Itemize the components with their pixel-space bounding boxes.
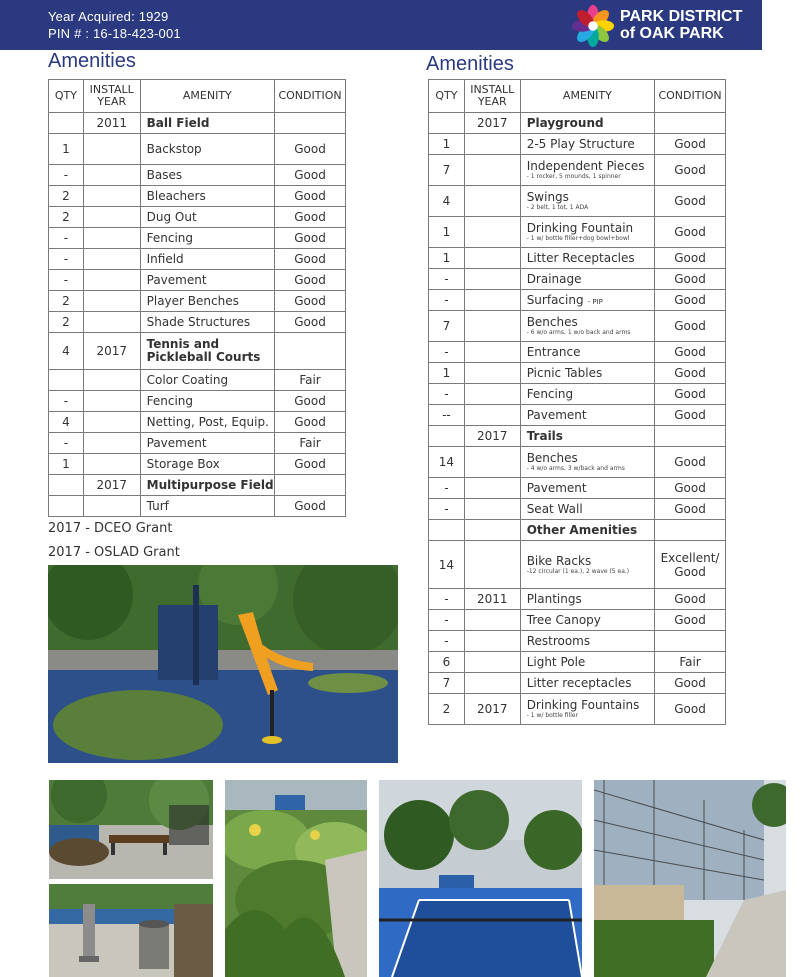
condition-cell: Fair xyxy=(655,652,726,673)
qty-cell: 2 xyxy=(49,207,84,228)
condition-cell xyxy=(275,333,346,370)
condition-cell: Good xyxy=(275,228,346,249)
install-year-cell xyxy=(464,673,520,694)
install-year-cell xyxy=(83,433,140,454)
qty-cell: 1 xyxy=(429,248,465,269)
amenity-cell xyxy=(520,384,654,405)
amenity-cell xyxy=(140,134,274,165)
condition-cell: Good xyxy=(275,249,346,270)
table-row xyxy=(49,249,346,270)
install-year-cell xyxy=(83,249,140,270)
amenity-cell xyxy=(520,311,654,342)
condition-cell: Good xyxy=(655,186,726,217)
amenity-cell xyxy=(520,113,654,134)
amenity-name: 2-5 Play Structure xyxy=(526,136,635,151)
amenity-cell xyxy=(520,363,654,384)
install-year-cell xyxy=(464,248,520,269)
grant-note: 2017 - DCEO Grant xyxy=(48,521,173,536)
qty-cell: - xyxy=(429,478,465,499)
amenity-cell xyxy=(520,134,654,155)
table-row xyxy=(429,673,726,694)
table-row xyxy=(429,426,726,447)
amenity-cell xyxy=(520,652,654,673)
amenity-name: Pavement xyxy=(146,272,207,287)
condition-cell: Good xyxy=(275,207,346,228)
qty-cell: 2 xyxy=(49,291,84,312)
amenity-cell xyxy=(520,290,654,311)
condition-cell: Good xyxy=(655,248,726,269)
condition-cell: Good xyxy=(655,478,726,499)
amenity-cell xyxy=(140,496,274,517)
condition-cell: Fair xyxy=(275,433,346,454)
amenity-cell xyxy=(520,155,654,186)
condition-cell: Good xyxy=(655,694,726,725)
amenity-name: Player Benches xyxy=(146,293,239,308)
table-row xyxy=(429,405,726,426)
qty-cell: 1 xyxy=(49,134,84,165)
qty-cell: 6 xyxy=(429,652,465,673)
col-amenity: AMENITY xyxy=(140,80,274,113)
condition-cell: Good xyxy=(655,499,726,520)
install-year-cell: 2017 xyxy=(83,475,140,496)
qty-cell: - xyxy=(49,391,84,412)
col-qty: QTY xyxy=(49,80,84,113)
col-install-year: INSTALL YEAR xyxy=(83,80,140,113)
condition-cell: Good xyxy=(275,454,346,475)
amenity-name: Color Coating xyxy=(146,372,229,387)
amenity-name: Multipurpose Field xyxy=(146,477,274,492)
table-header-row xyxy=(49,80,346,113)
install-year-cell xyxy=(83,391,140,412)
qty-cell: 7 xyxy=(429,155,465,186)
qty-cell xyxy=(429,426,465,447)
condition-cell: Fair xyxy=(275,370,346,391)
qty-cell: 4 xyxy=(429,186,465,217)
table-row xyxy=(429,248,726,269)
amenity-name: Fencing xyxy=(146,393,194,408)
amenity-cell xyxy=(520,631,654,652)
install-year-cell xyxy=(464,405,520,426)
table-row xyxy=(429,134,726,155)
qty-cell: 2 xyxy=(49,312,84,333)
col-qty: QTY xyxy=(429,80,465,113)
table-row xyxy=(429,384,726,405)
condition-cell: Good xyxy=(275,496,346,517)
install-year-cell xyxy=(464,499,520,520)
condition-cell: Good xyxy=(655,134,726,155)
condition-cell: Good xyxy=(655,610,726,631)
table-row xyxy=(49,113,346,134)
table-row xyxy=(49,391,346,412)
qty-cell xyxy=(49,475,84,496)
qty-cell: 4 xyxy=(49,412,84,433)
amenity-cell xyxy=(520,186,654,217)
install-year-cell xyxy=(464,610,520,631)
right-amenities-table xyxy=(428,79,726,725)
table-row xyxy=(429,447,726,478)
condition-cell: Good xyxy=(655,673,726,694)
table-row xyxy=(429,269,726,290)
amenity-name: Pavement xyxy=(526,407,587,422)
table-row xyxy=(429,186,726,217)
amenity-cell xyxy=(140,186,274,207)
condition-cell: Excellent/ Good xyxy=(655,541,726,589)
table-row xyxy=(429,363,726,384)
amenity-cell xyxy=(140,475,274,496)
condition-cell: Good xyxy=(275,391,346,412)
condition-cell: Good xyxy=(655,384,726,405)
amenity-name: Netting, Post, Equip. xyxy=(146,414,269,429)
table-row xyxy=(429,217,726,248)
table-row xyxy=(429,610,726,631)
table-row xyxy=(429,499,726,520)
amenity-name: Other Amenities xyxy=(526,522,638,537)
table-row xyxy=(49,165,346,186)
table-row xyxy=(429,478,726,499)
amenity-name: Playground xyxy=(526,115,604,130)
condition-cell: Good xyxy=(655,217,726,248)
amenity-name: Entrance xyxy=(526,344,581,359)
table-row xyxy=(49,370,346,391)
table-row xyxy=(429,113,726,134)
amenity-cell xyxy=(140,370,274,391)
install-year-cell xyxy=(83,454,140,475)
condition-cell xyxy=(655,520,726,541)
amenity-name: Drinking Fountain xyxy=(526,221,634,235)
table-row xyxy=(49,291,346,312)
col-condition: CONDITION xyxy=(655,80,726,113)
table-row xyxy=(429,290,726,311)
condition-cell: Good xyxy=(275,134,346,165)
install-year-cell xyxy=(464,631,520,652)
install-year-cell: 2017 xyxy=(464,694,520,725)
install-year-cell xyxy=(83,165,140,186)
qty-cell: 7 xyxy=(429,311,465,342)
amenity-name: Plantings xyxy=(526,591,582,606)
amenity-cell xyxy=(520,426,654,447)
qty-cell: 1 xyxy=(49,454,84,475)
table-row xyxy=(49,333,346,370)
col-amenity: AMENITY xyxy=(520,80,654,113)
grant-note: 2017 - OSLAD Grant xyxy=(48,545,180,560)
table-row xyxy=(49,433,346,454)
table-row xyxy=(429,694,726,725)
amenity-cell xyxy=(520,610,654,631)
amenity-name: Tree Canopy xyxy=(526,612,601,627)
install-year-cell xyxy=(464,363,520,384)
install-year-cell xyxy=(464,447,520,478)
amenity-cell xyxy=(140,412,274,433)
amenity-name: Tennis and Pickleball Courts xyxy=(146,337,261,364)
amenity-cell xyxy=(520,478,654,499)
amenity-cell xyxy=(520,269,654,290)
condition-cell: Good xyxy=(275,165,346,186)
fountain-photo xyxy=(49,884,213,977)
install-year-cell xyxy=(83,134,140,165)
amenity-name: Shade Structures xyxy=(146,314,251,329)
qty-cell: 1 xyxy=(429,363,465,384)
qty-cell: 7 xyxy=(429,673,465,694)
amenity-cell xyxy=(520,342,654,363)
install-year-cell xyxy=(83,312,140,333)
amenity-name: Bases xyxy=(146,167,183,182)
install-year-cell xyxy=(83,207,140,228)
install-year-cell: 2011 xyxy=(464,589,520,610)
table-row xyxy=(49,475,346,496)
install-year-cell xyxy=(464,217,520,248)
table-row xyxy=(429,652,726,673)
fence-trail-photo xyxy=(594,780,786,977)
year-acquired: Year Acquired: 1929 xyxy=(48,9,169,24)
qty-cell xyxy=(49,496,84,517)
amenity-detail: - 1 w/ bottle filler+dog bowl+bowl xyxy=(526,235,630,242)
install-year-cell xyxy=(464,311,520,342)
amenity-cell xyxy=(140,228,274,249)
condition-cell: Good xyxy=(275,412,346,433)
qty-cell: 2 xyxy=(49,186,84,207)
install-year-cell xyxy=(464,541,520,589)
left-amenities-table xyxy=(48,79,346,517)
amenity-name: Seat Wall xyxy=(526,501,583,516)
amenity-name: Drinking Fountains xyxy=(526,698,640,712)
amenity-cell xyxy=(140,312,274,333)
qty-cell: - xyxy=(49,270,84,291)
amenity-detail: - 6 w/o arms, 1 w/o back and arms xyxy=(526,329,631,336)
amenity-cell xyxy=(520,217,654,248)
amenity-name: Infield xyxy=(146,251,184,266)
amenity-name: Surfacing xyxy=(526,293,584,307)
condition-cell: Good xyxy=(655,342,726,363)
condition-cell: Good xyxy=(655,447,726,478)
qty-cell: 2 xyxy=(429,694,465,725)
qty-cell: 1 xyxy=(429,217,465,248)
amenity-cell xyxy=(520,499,654,520)
amenity-name: Trails xyxy=(526,428,563,443)
table-row xyxy=(49,412,346,433)
amenity-cell xyxy=(520,248,654,269)
tennis-court-photo xyxy=(379,780,582,977)
park-district-logo-icon xyxy=(570,3,616,49)
amenity-note: - PIP xyxy=(587,298,603,306)
amenity-cell xyxy=(140,165,274,186)
amenity-name: Litter Receptacles xyxy=(526,250,635,265)
condition-cell: Good xyxy=(655,363,726,384)
qty-cell: - xyxy=(429,290,465,311)
install-year-cell xyxy=(464,269,520,290)
condition-cell xyxy=(655,631,726,652)
amenity-cell xyxy=(140,113,274,134)
brand-name-line2: of OAK PARK xyxy=(620,25,724,42)
install-year-cell xyxy=(83,412,140,433)
amenity-name: Benches xyxy=(526,451,578,465)
amenity-detail: -12 circular (1 ea.), 2 wave (5 ea.) xyxy=(526,567,630,575)
amenity-name: Dug Out xyxy=(146,209,197,224)
install-year-cell xyxy=(83,370,140,391)
table-row xyxy=(429,342,726,363)
condition-cell xyxy=(655,113,726,134)
amenity-name: Pavement xyxy=(146,435,207,450)
install-year-cell xyxy=(83,270,140,291)
qty-cell: 1 xyxy=(429,134,465,155)
amenity-cell xyxy=(520,541,654,589)
qty-cell: - xyxy=(429,631,465,652)
table-row xyxy=(49,270,346,291)
amenity-cell xyxy=(140,207,274,228)
amenity-cell xyxy=(140,291,274,312)
install-year-cell xyxy=(464,186,520,217)
qty-cell: - xyxy=(429,269,465,290)
condition-cell: Good xyxy=(655,155,726,186)
condition-cell: Good xyxy=(275,186,346,207)
amenity-name: Light Pole xyxy=(526,654,586,669)
table-row xyxy=(49,186,346,207)
qty-cell: - xyxy=(49,228,84,249)
install-year-cell: 2011 xyxy=(83,113,140,134)
install-year-cell xyxy=(83,496,140,517)
amenity-cell xyxy=(520,520,654,541)
amenity-name: Ball Field xyxy=(146,115,210,130)
condition-cell: Good xyxy=(275,270,346,291)
amenity-name: Independent Pieces xyxy=(526,159,645,173)
table-header-row xyxy=(429,80,726,113)
amenity-cell xyxy=(140,270,274,291)
install-year-cell xyxy=(464,652,520,673)
amenity-detail: - 4 w/o arms, 3 w/back and arms xyxy=(526,465,625,472)
right-amenities-title: Amenities xyxy=(426,53,514,75)
amenity-cell xyxy=(140,391,274,412)
table-row xyxy=(429,311,726,342)
condition-cell: Good xyxy=(275,291,346,312)
amenity-name: Pavement xyxy=(526,480,587,495)
amenity-name: Bike Racks xyxy=(526,553,592,568)
condition-cell xyxy=(655,426,726,447)
amenity-name: Turf xyxy=(146,498,169,513)
install-year-cell xyxy=(83,186,140,207)
amenity-name: Swings xyxy=(526,190,569,204)
install-year-cell: 2017 xyxy=(464,113,520,134)
amenity-cell xyxy=(520,405,654,426)
qty-cell: - xyxy=(429,499,465,520)
amenity-name: Bleachers xyxy=(146,188,206,203)
install-year-cell: 2017 xyxy=(464,426,520,447)
condition-cell: Good xyxy=(655,290,726,311)
qty-cell: 14 xyxy=(429,541,465,589)
install-year-cell xyxy=(464,134,520,155)
qty-cell: - xyxy=(429,610,465,631)
plantings-photo xyxy=(225,780,367,977)
install-year-cell xyxy=(464,520,520,541)
amenity-cell xyxy=(140,433,274,454)
amenity-name: Drainage xyxy=(526,271,582,286)
amenity-detail: - 2 belt, 1 tot, 1 ADA xyxy=(526,204,589,211)
qty-cell: 14 xyxy=(429,447,465,478)
install-year-cell xyxy=(464,155,520,186)
amenity-cell xyxy=(140,249,274,270)
amenity-name: Benches xyxy=(526,315,578,329)
install-year-cell: 2017 xyxy=(83,333,140,370)
condition-cell xyxy=(275,113,346,134)
amenity-detail: - 1 w/ bottle filler xyxy=(526,712,579,719)
table-row xyxy=(49,207,346,228)
qty-cell: -- xyxy=(429,405,465,426)
amenity-cell xyxy=(520,447,654,478)
install-year-cell xyxy=(464,384,520,405)
install-year-cell xyxy=(464,342,520,363)
table-row xyxy=(49,134,346,165)
condition-cell xyxy=(275,475,346,496)
left-amenities-title: Amenities xyxy=(48,50,136,72)
qty-cell: - xyxy=(429,589,465,610)
amenity-name: Picnic Tables xyxy=(526,365,603,380)
qty-cell: - xyxy=(429,342,465,363)
table-row xyxy=(429,541,726,589)
pin-number: PIN # : 16-18-423-001 xyxy=(48,26,181,41)
amenity-name: Fencing xyxy=(146,230,194,245)
amenity-cell xyxy=(520,673,654,694)
col-install-year: INSTALL YEAR xyxy=(464,80,520,113)
condition-cell: Good xyxy=(655,311,726,342)
amenity-cell xyxy=(520,694,654,725)
condition-cell: Good xyxy=(655,405,726,426)
amenity-cell xyxy=(140,454,274,475)
amenity-cell xyxy=(140,333,274,370)
install-year-cell xyxy=(83,228,140,249)
table-row xyxy=(49,312,346,333)
table-row xyxy=(429,631,726,652)
amenity-name: Restrooms xyxy=(526,633,591,648)
table-row xyxy=(49,454,346,475)
condition-cell: Good xyxy=(655,589,726,610)
table-row xyxy=(49,496,346,517)
header-banner xyxy=(0,0,762,50)
amenity-name: Storage Box xyxy=(146,456,220,471)
qty-cell xyxy=(49,113,84,134)
amenity-detail: - 1 rocker, 5 mounds, 1 spinner xyxy=(526,173,621,180)
bench-photo xyxy=(49,780,213,879)
qty-cell xyxy=(429,520,465,541)
brand-name-line1: PARK DISTRICT xyxy=(620,8,743,25)
install-year-cell xyxy=(83,291,140,312)
qty-cell xyxy=(429,113,465,134)
playground-photo xyxy=(48,565,398,763)
table-row xyxy=(49,228,346,249)
qty-cell: - xyxy=(49,433,84,454)
table-row xyxy=(429,589,726,610)
table-row xyxy=(429,155,726,186)
amenity-name: Fencing xyxy=(526,386,574,401)
table-row xyxy=(429,520,726,541)
qty-cell: - xyxy=(49,165,84,186)
qty-cell: - xyxy=(429,384,465,405)
qty-cell: 4 xyxy=(49,333,84,370)
condition-cell: Good xyxy=(275,312,346,333)
install-year-cell xyxy=(464,478,520,499)
amenity-name: Litter receptacles xyxy=(526,675,632,690)
qty-cell: - xyxy=(49,249,84,270)
condition-cell: Good xyxy=(655,269,726,290)
qty-cell xyxy=(49,370,84,391)
amenity-cell xyxy=(520,589,654,610)
install-year-cell xyxy=(464,290,520,311)
col-condition: CONDITION xyxy=(275,80,346,113)
amenity-name: Backstop xyxy=(146,141,202,156)
